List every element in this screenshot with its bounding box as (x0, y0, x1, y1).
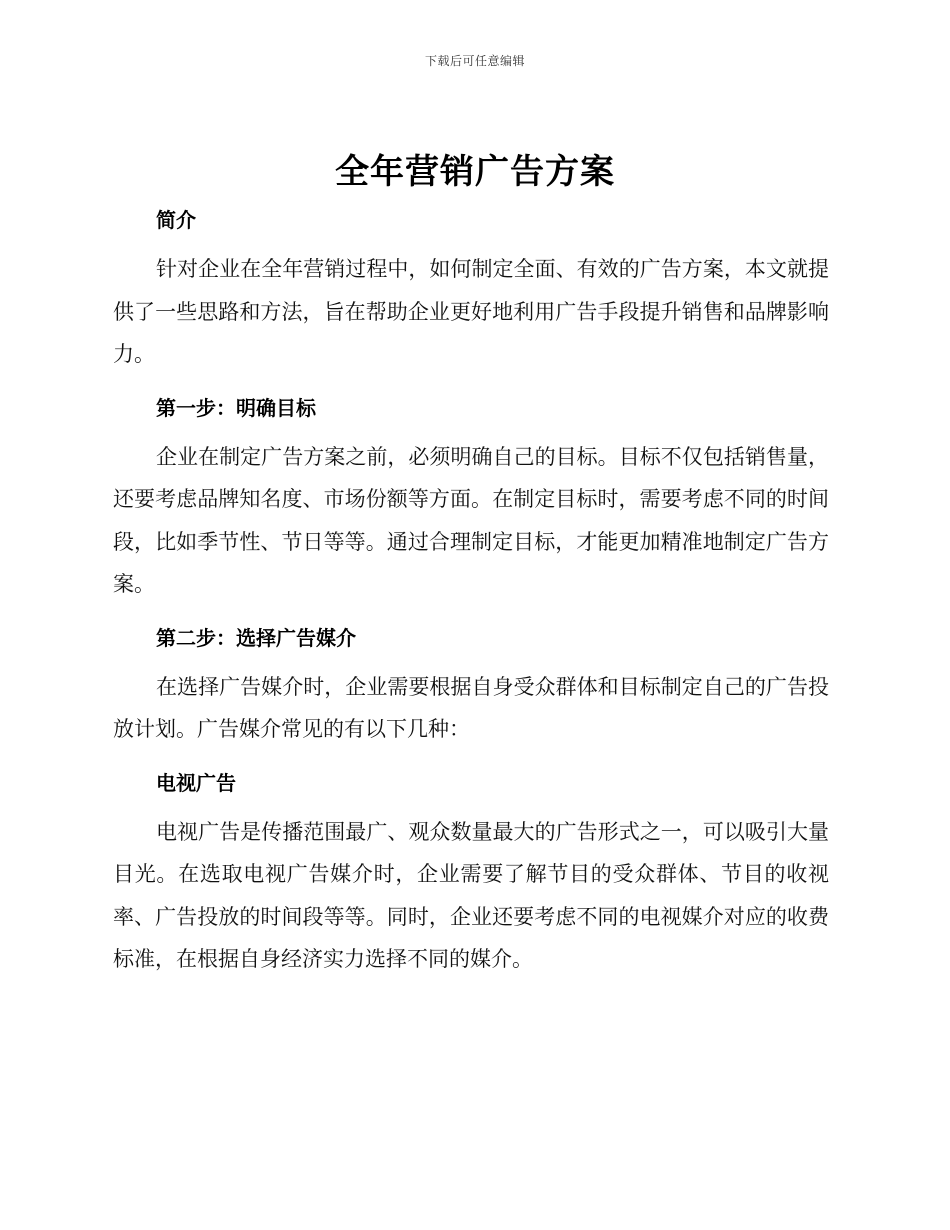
spacer (113, 376, 829, 388)
section-paragraph-step-two: 在选择广告媒介时，企业需要根据自身受众群体和目标制定自己的广告投放计划。广告媒介常见的有以下几种： (113, 674, 829, 741)
section-heading-intro: 简介 (156, 208, 196, 232)
spacer (113, 240, 829, 248)
document-title: 全年营销广告方案 (335, 152, 615, 192)
spacer (113, 658, 829, 666)
section-paragraph-tv-ads: 电视广告是传播范围最广、观众数量最大的广告形式之一，可以吸引大量目光。在选取电视广告媒介时，企业需要了解节目的受众群体、节目的收视率、广告投放的时间段等等。同时，企业还要考虑不同的电视媒介对应的收费标准，在根据自身经济实力选择不同的媒介。 (113, 819, 829, 971)
section-paragraph-intro: 针对企业在全年营销过程中，如何制定全面、有效的广告方案，本文就提供了一些思路和方法，旨在帮助企业更好地利用广告手段提升销售和品牌影响力。 (113, 257, 829, 366)
section-heading-step-two: 第二步：选择广告媒介 (156, 625, 356, 650)
header-note: 下载后可任意编辑 (424, 54, 525, 68)
section-heading-tv-ads: 电视广告 (156, 770, 236, 795)
spacer (113, 803, 829, 811)
document-body (113, 200, 829, 981)
spacer (113, 606, 829, 618)
section-heading-step-one: 第一步：明确目标 (156, 395, 316, 420)
spacer (113, 428, 829, 436)
spacer (113, 751, 829, 763)
section-paragraph-step-one: 企业在制定广告方案之前，必须明确自己的目标。目标不仅包括销售量，还要考虑品牌知名度、市场份额等方面。在制定目标时，需要考虑不同的时间段，比如季节性、节日等等。通过合理制定目标，才能更加精准地制定广告方案。 (113, 444, 829, 596)
